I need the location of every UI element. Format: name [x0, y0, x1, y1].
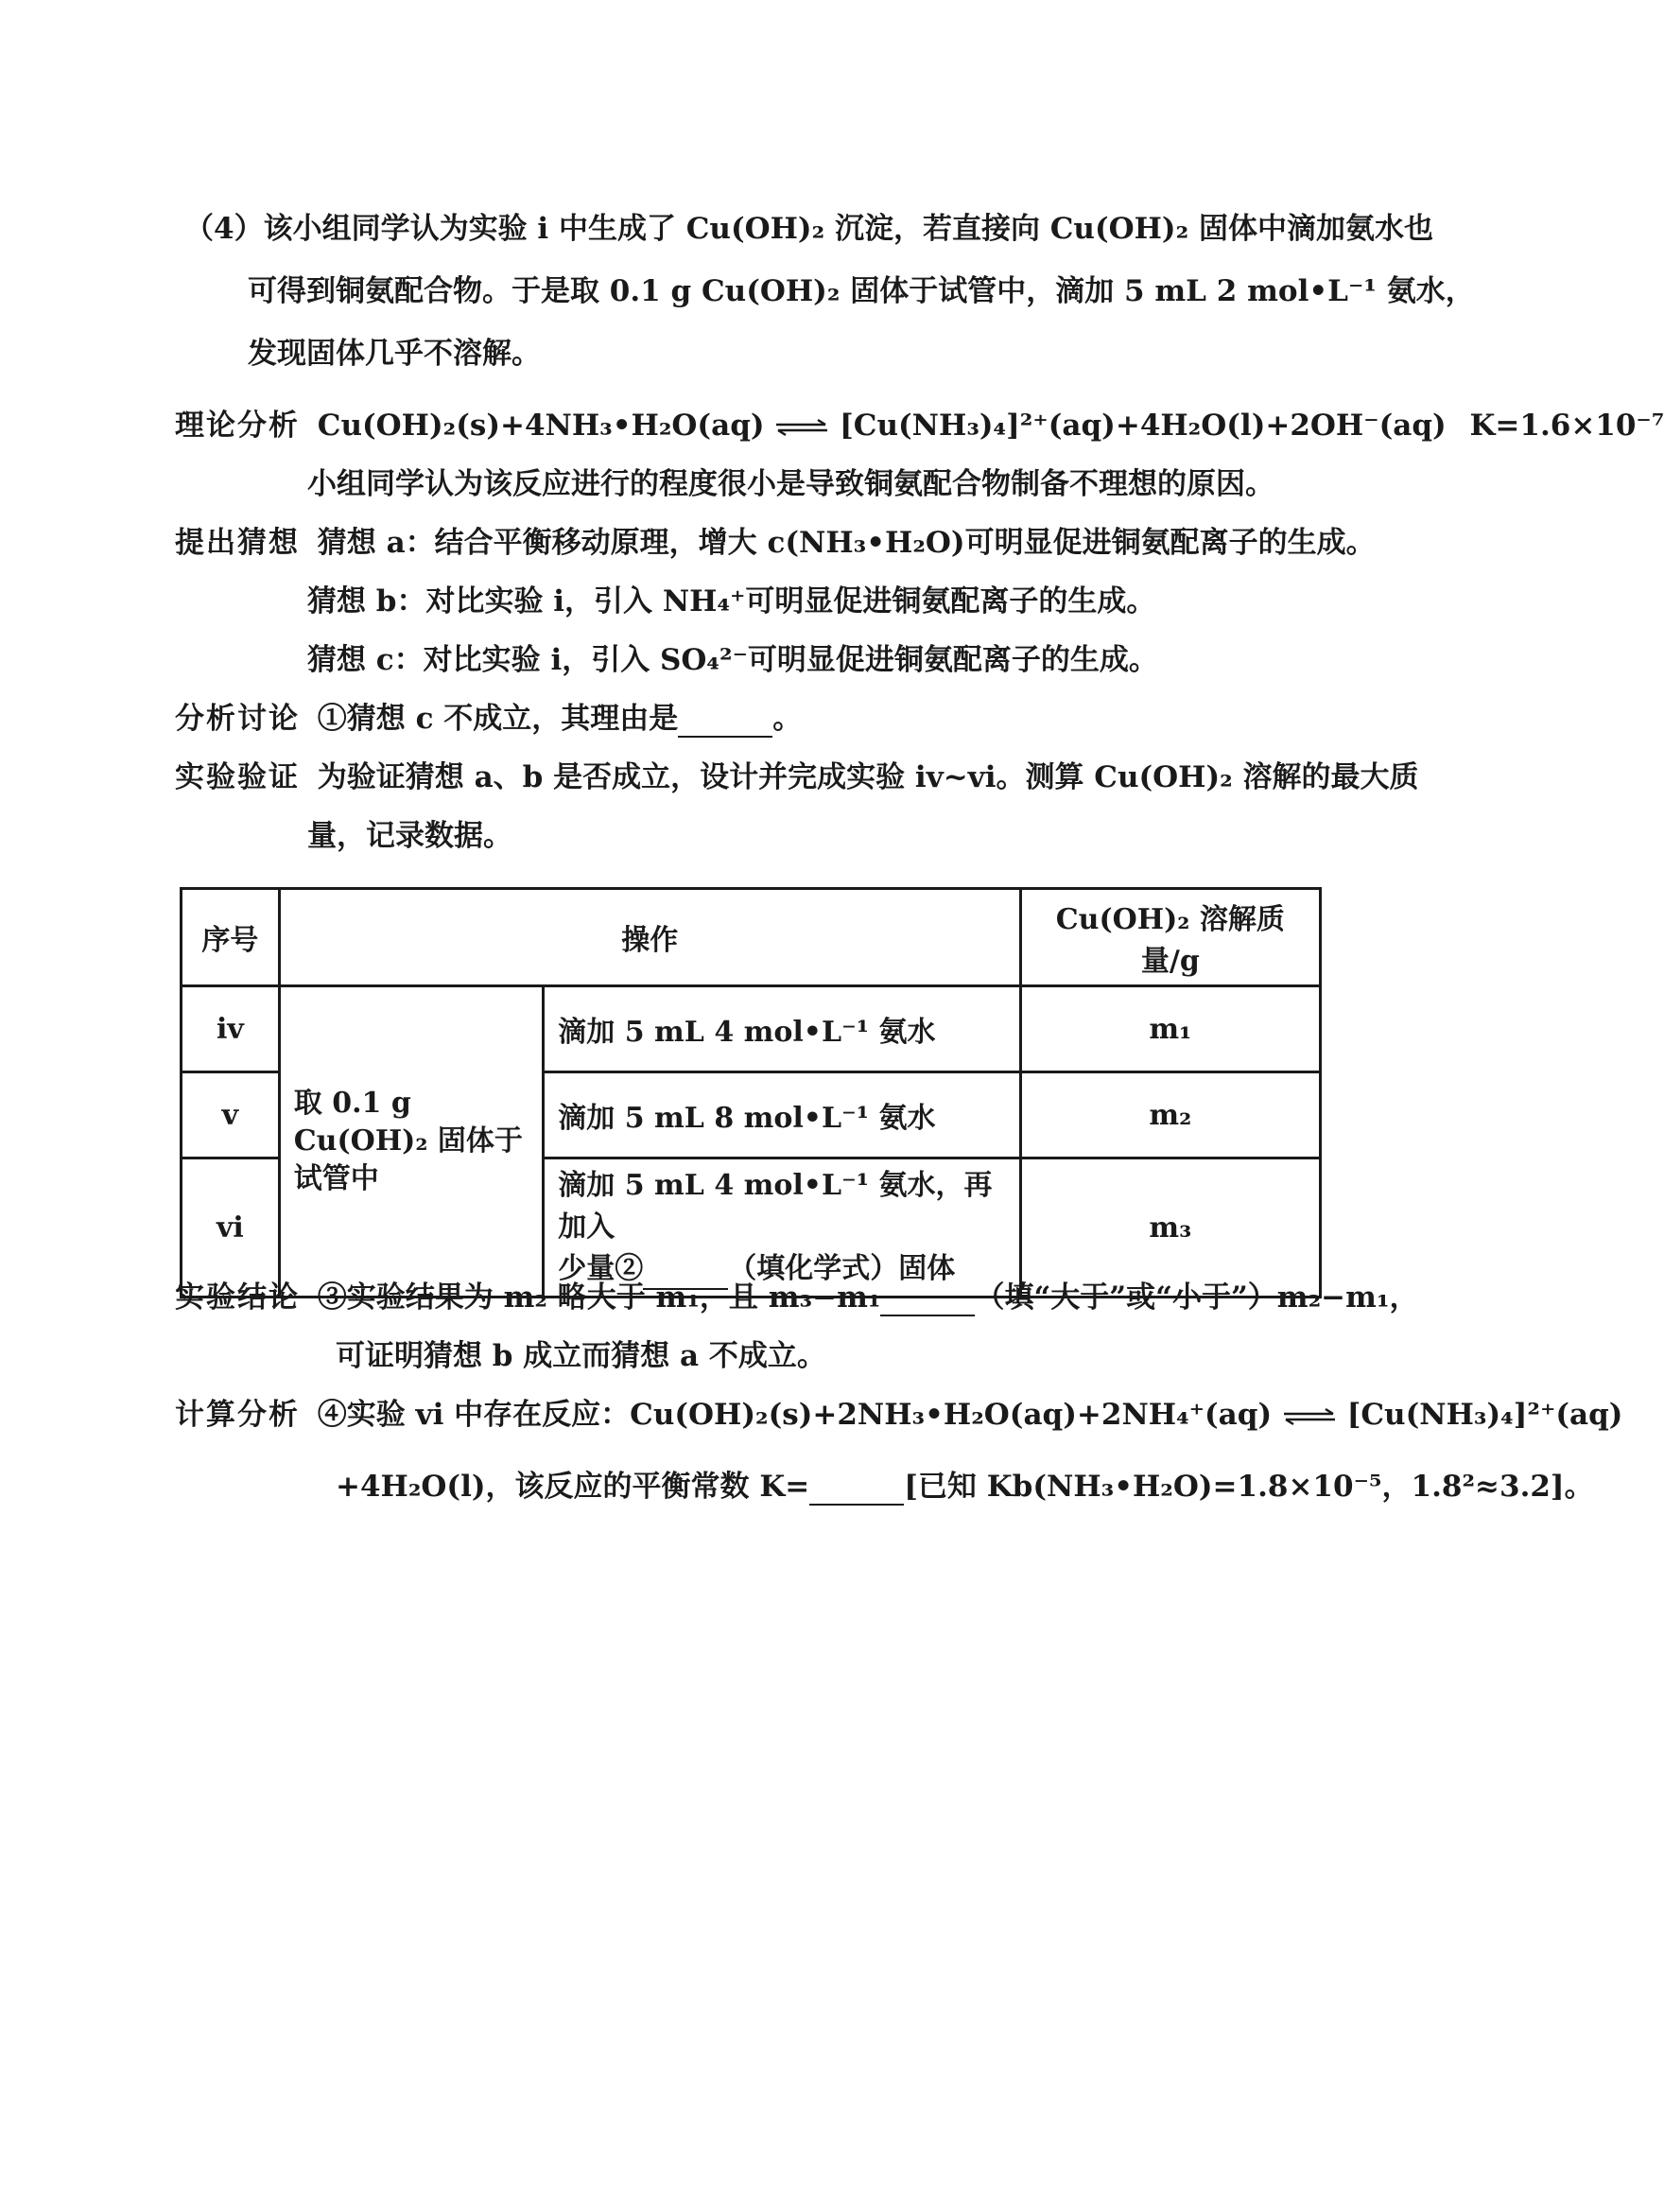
calc-eq-right: [Cu(NH₃)₄]²⁺(aq) [1346, 1398, 1623, 1432]
equilibrium-arrow-icon [1282, 1409, 1337, 1424]
conclusion-line2: 可证明猜想 b 成立而猜想 a 不成立。 [336, 1339, 826, 1373]
header-mass: Cu(OH)₂ 溶解质量/g [1020, 889, 1320, 986]
row-no: v [182, 1072, 280, 1158]
row-operation-line2b: （填化学式）固体 [728, 1252, 956, 1285]
calc-eq-left: ④实验 vi 中存在反应：Cu(OH)₂(s)+2NH₃•H₂O(aq)+2NH₄⁺(aq) [317, 1398, 1273, 1432]
table-row [182, 986, 1321, 1072]
k-answer-blank[interactable] [809, 1475, 904, 1506]
hypo-c: 猜想 c：对比实验 i，引入 SO₄²⁻可明显促进铜氨配离子的生成。 [307, 643, 1158, 677]
row-mass: m₂ [1020, 1072, 1320, 1158]
hypo-a-line [175, 524, 1376, 562]
verify-line1 [175, 758, 1419, 796]
discuss-end: 。 [772, 702, 803, 736]
row-no: vi [182, 1158, 280, 1298]
theory-eq-right: [Cu(NH₃)₄]²⁺(aq)+4H₂O(l)+2OH⁻(aq) [840, 409, 1447, 443]
equilibrium-arrow-icon [774, 420, 829, 435]
row-no: iv [182, 986, 280, 1072]
discuss-line [175, 700, 802, 738]
calc-text2a: +4H₂O(l)，该反应的平衡常数 K= [336, 1470, 810, 1504]
conclusion-text1: ③实验结果为 m₂ 略大于 m₁，且 m₃−m₁ [317, 1280, 881, 1315]
common-operation: 取 0.1 g Cu(OH)₂ 固体于试管中 [279, 986, 543, 1298]
discuss-label: 分析讨论 [175, 702, 300, 736]
row-operation: 滴加 5 mL 8 mol•L⁻¹ 氨水 [544, 1072, 1020, 1158]
conclusion-label: 实验结论 [175, 1280, 300, 1315]
theory-line [175, 407, 1664, 444]
q4-number: （4） [184, 212, 264, 246]
calc-line1 [175, 1396, 1622, 1434]
header-no: 序号 [182, 889, 280, 986]
q4-line2: 可得到铜氨配合物。于是取 0.1 g Cu(OH)₂ 固体于试管中，滴加 5 mL 2 mol•L⁻¹ 氨水， [248, 274, 1475, 308]
theory-note: 小组同学认为该反应进行的程度很小是导致铜氨配合物制备不理想的原因。 [307, 467, 1274, 501]
calc-text2b: [已知 Kb(NH₃•H₂O)=1.8×10⁻⁵，1.8²≈3.2]。 [904, 1470, 1594, 1504]
verify-label: 实验验证 [175, 760, 300, 794]
conclusion-answer-blank[interactable] [880, 1286, 975, 1316]
verify-text1: 为验证猜想 a、b 是否成立，设计并完成实验 iv~vi。测算 Cu(OH)₂ 溶解的最大质 [317, 760, 1419, 794]
q4-text1: 该小组同学认为实验 i 中生成了 Cu(OH)₂ 沉淀，若直接向 Cu(OH)₂ 固体中滴加氨水也 [263, 212, 1433, 246]
theory-eq-left: Cu(OH)₂(s)+4NH₃•H₂O(aq) [317, 409, 765, 443]
row-mass: m₃ [1020, 1158, 1320, 1298]
conclusion-text2: （填“大于”或“小于”）m₂−m₁， [975, 1280, 1419, 1315]
calc-label: 计算分析 [175, 1398, 300, 1432]
hypo-b: 猜想 b：对比实验 i，引入 NH₄⁺可明显促进铜氨配离子的生成。 [307, 584, 1156, 618]
discuss-text: ①猜想 c 不成立，其理由是 [317, 702, 679, 736]
verify-line2: 量，记录数据。 [307, 819, 512, 853]
q4-line3: 发现固体几乎不溶解。 [248, 337, 541, 371]
q4-line1 [184, 210, 1433, 248]
row-operation: 滴加 5 mL 4 mol•L⁻¹ 氨水 [544, 986, 1020, 1072]
hypo-a: 猜想 a：结合平衡移动原理，增大 c(NH₃•H₂O)可明显促进铜氨配离子的生成。 [317, 526, 1376, 560]
row-operation-line2a: 少量② [558, 1252, 644, 1285]
row-operation-line1: 滴加 5 mL 4 mol•L⁻¹ 氨水，再加入 [558, 1169, 993, 1244]
theory-label: 理论分析 [175, 409, 300, 443]
hypo-label: 提出猜想 [175, 526, 300, 560]
discuss-answer-blank[interactable] [678, 707, 772, 738]
experiment-table [180, 887, 1322, 1298]
calc-line2 [336, 1468, 1594, 1506]
theory-k: K=1.6×10⁻⁷ [1469, 409, 1664, 443]
table-header-row [182, 889, 1321, 986]
conclusion-line1 [175, 1279, 1419, 1316]
row-mass: m₁ [1020, 986, 1320, 1072]
row-operation [544, 1158, 1020, 1298]
header-operation: 操作 [279, 889, 1020, 986]
